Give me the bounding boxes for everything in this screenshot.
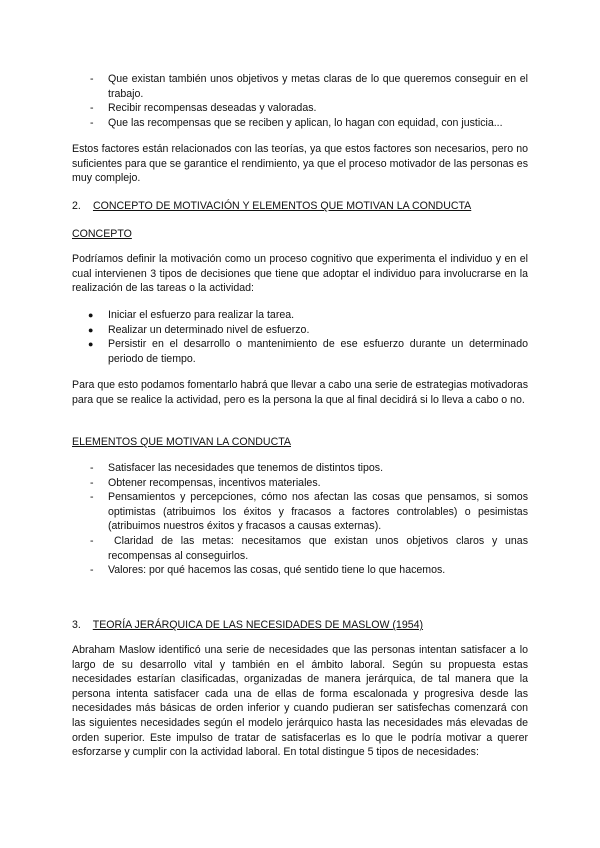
- list-item: - Satisfacer las necesidades que tenemos de distintos tipos.: [90, 462, 384, 474]
- elements-heading: ELEMENTOS QUE MOTIVAN LA CONDUCTA: [72, 436, 291, 448]
- maslow-paragraph: Abraham Maslow identificó una serie de necesidades que las personas intentan satisfacer a lo largo de su desarrollo vital y también en el ámbito laboral. Según su propuesta estas necesidades estarían clasificadas, organizadas de manera jerárquica, de tal manera que la persona intenta satisfacer cada una de ellas de forma escalonada y progresiva desde las necesidades más básicas de orden inferior y cuando pudieran ser satisfechas comenzará con las siguientes necesidades según el modelo jerárquico hasta las necesidades más elevadas de orden superior. Este impulso de tratar de satisfacerlas es lo que le podría motivar a querer esforzarse y cumplir con la actividad laboral. En total distingue 5 tipos de necesidades:: [72, 644, 528, 759]
- list-item: - Claridad de las metas: necesitamos que existan unos objetivos claros y unas recompensas al conseguirlos.: [90, 534, 528, 562]
- section-title: TEORÍA JERÁRQUICA DE LAS NECESIDADES DE MASLOW (1954): [92, 619, 424, 631]
- section-title: CONCEPTO DE MOTIVACIÓN Y ELEMENTOS QUE MOTIVAN LA CONDUCTA: [92, 200, 472, 212]
- list-item: - Que existan también unos objetivos y metas claras de lo que queremos conseguir en el trabajo.: [90, 73, 528, 100]
- section-3-heading: [72, 618, 423, 633]
- list-item: - Que las recompensas que se reciben y aplican, lo hagan con equidad, con justicia...: [90, 116, 503, 129]
- intro-paragraph: Estos factores están relacionados con las teorías, ya que estos factores son necesarios, pero no suficientes para que se garantice el rendimiento, ya que el proceso motivador de las personas es muy complejo.: [72, 143, 528, 185]
- decisions-list: [72, 308, 528, 366]
- concept-heading: CONCEPTO: [72, 228, 132, 240]
- list-item: ● Realizar un determinado nivel de esfuerzo.: [88, 323, 310, 336]
- list-item: - Recibir recompensas deseadas y valoradas.: [90, 102, 317, 115]
- list-item: ● Persistir en el desarrollo o mantenimiento de ese esfuerzo durante un determinado periodo de tiempo.: [88, 338, 528, 365]
- section-number: 3.: [72, 619, 81, 631]
- list-item: ● Iniciar el esfuerzo para realizar la tarea.: [88, 309, 295, 321]
- list-item: - Pensamientos y percepciones, cómo nos afectan las cosas que pensamos, si somos optimistas (atribuimos los éxitos y fracasos a factores controlables) o pesimistas (atribuimos nuestros éxitos y fracasos a causas externas).: [90, 491, 528, 533]
- section-number: 2.: [72, 200, 81, 212]
- concept-paragraph: Podríamos definir la motivación como un proceso cognitivo que experimenta el individuo y en el cual intervienen 3 tipos de decisiones que tiene que adoptar el individuo para involucrarse en la realización de las tareas o la actividad:: [72, 253, 528, 295]
- list-item: - Valores: por qué hacemos las cosas, qué sentido tiene lo que hacemos.: [90, 564, 446, 577]
- intro-list: [72, 72, 528, 130]
- list-item: - Obtener recompensas, incentivos materiales.: [90, 476, 321, 489]
- section-2-heading: [72, 199, 471, 214]
- elements-list: [72, 461, 528, 578]
- strategies-paragraph: Para que esto podamos fomentarlo habrá que llevar a cabo una serie de estrategias motivadoras para que se realice la actividad, pero es la persona la que al final decidirá si lo lleva a cabo o no.: [72, 379, 528, 406]
